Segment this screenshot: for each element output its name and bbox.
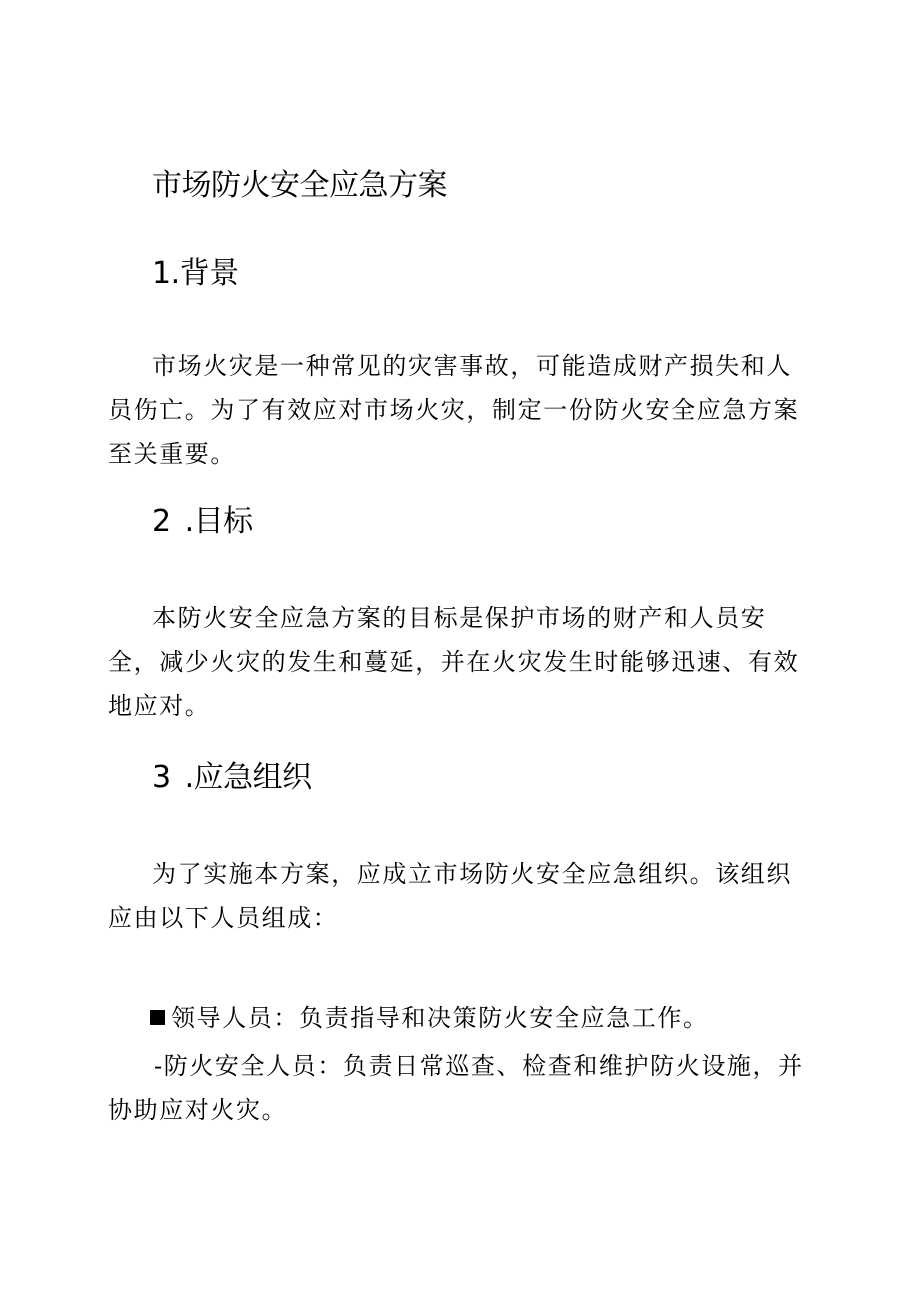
- section-paragraph-background: 市场火灾是一种常见的灾害事故，可能造成财产损失和人员伤亡。为了有效应对市场火灾，制定一份防火安全应急方案至关重要。: [108, 352, 800, 468]
- section-heading-goal: [152, 504, 253, 540]
- section-number: 1.: [152, 256, 180, 291]
- section-number: 3: [152, 760, 171, 795]
- list-item-text: 防火安全人员：负责日常巡查、检查和维护防火设施，并协助应对火灾。: [108, 1052, 804, 1124]
- section-heading-text: .目标: [184, 504, 253, 539]
- section-heading-text: 背景: [179, 256, 239, 291]
- list-item-fire-safety-staff: [108, 1044, 818, 1132]
- section-heading-background: [152, 256, 239, 292]
- dash-bullet: -: [154, 1052, 164, 1080]
- section-paragraph-goal: 本防火安全应急方案的目标是保护市场的财产和人员安全，减少火灾的发生和蔓延，并在火灾发生时能够迅速、有效地应对。: [108, 604, 800, 720]
- section-paragraph-emergency-organization: 为了实施本方案，应成立市场防火安全应急组织。该组织应由以下人员组成：: [108, 860, 792, 932]
- section-heading-text: .应急组织: [184, 760, 312, 795]
- section-heading-emergency-organization: [152, 760, 312, 796]
- section-number: 2: [152, 504, 171, 539]
- list-item-leaders: [150, 996, 709, 1040]
- square-bullet-icon: [150, 1010, 165, 1025]
- document-title: 市场防火安全应急方案: [152, 168, 447, 203]
- list-item-text: 领导人员：负责指导和决策防火安全应急工作。: [171, 1004, 709, 1032]
